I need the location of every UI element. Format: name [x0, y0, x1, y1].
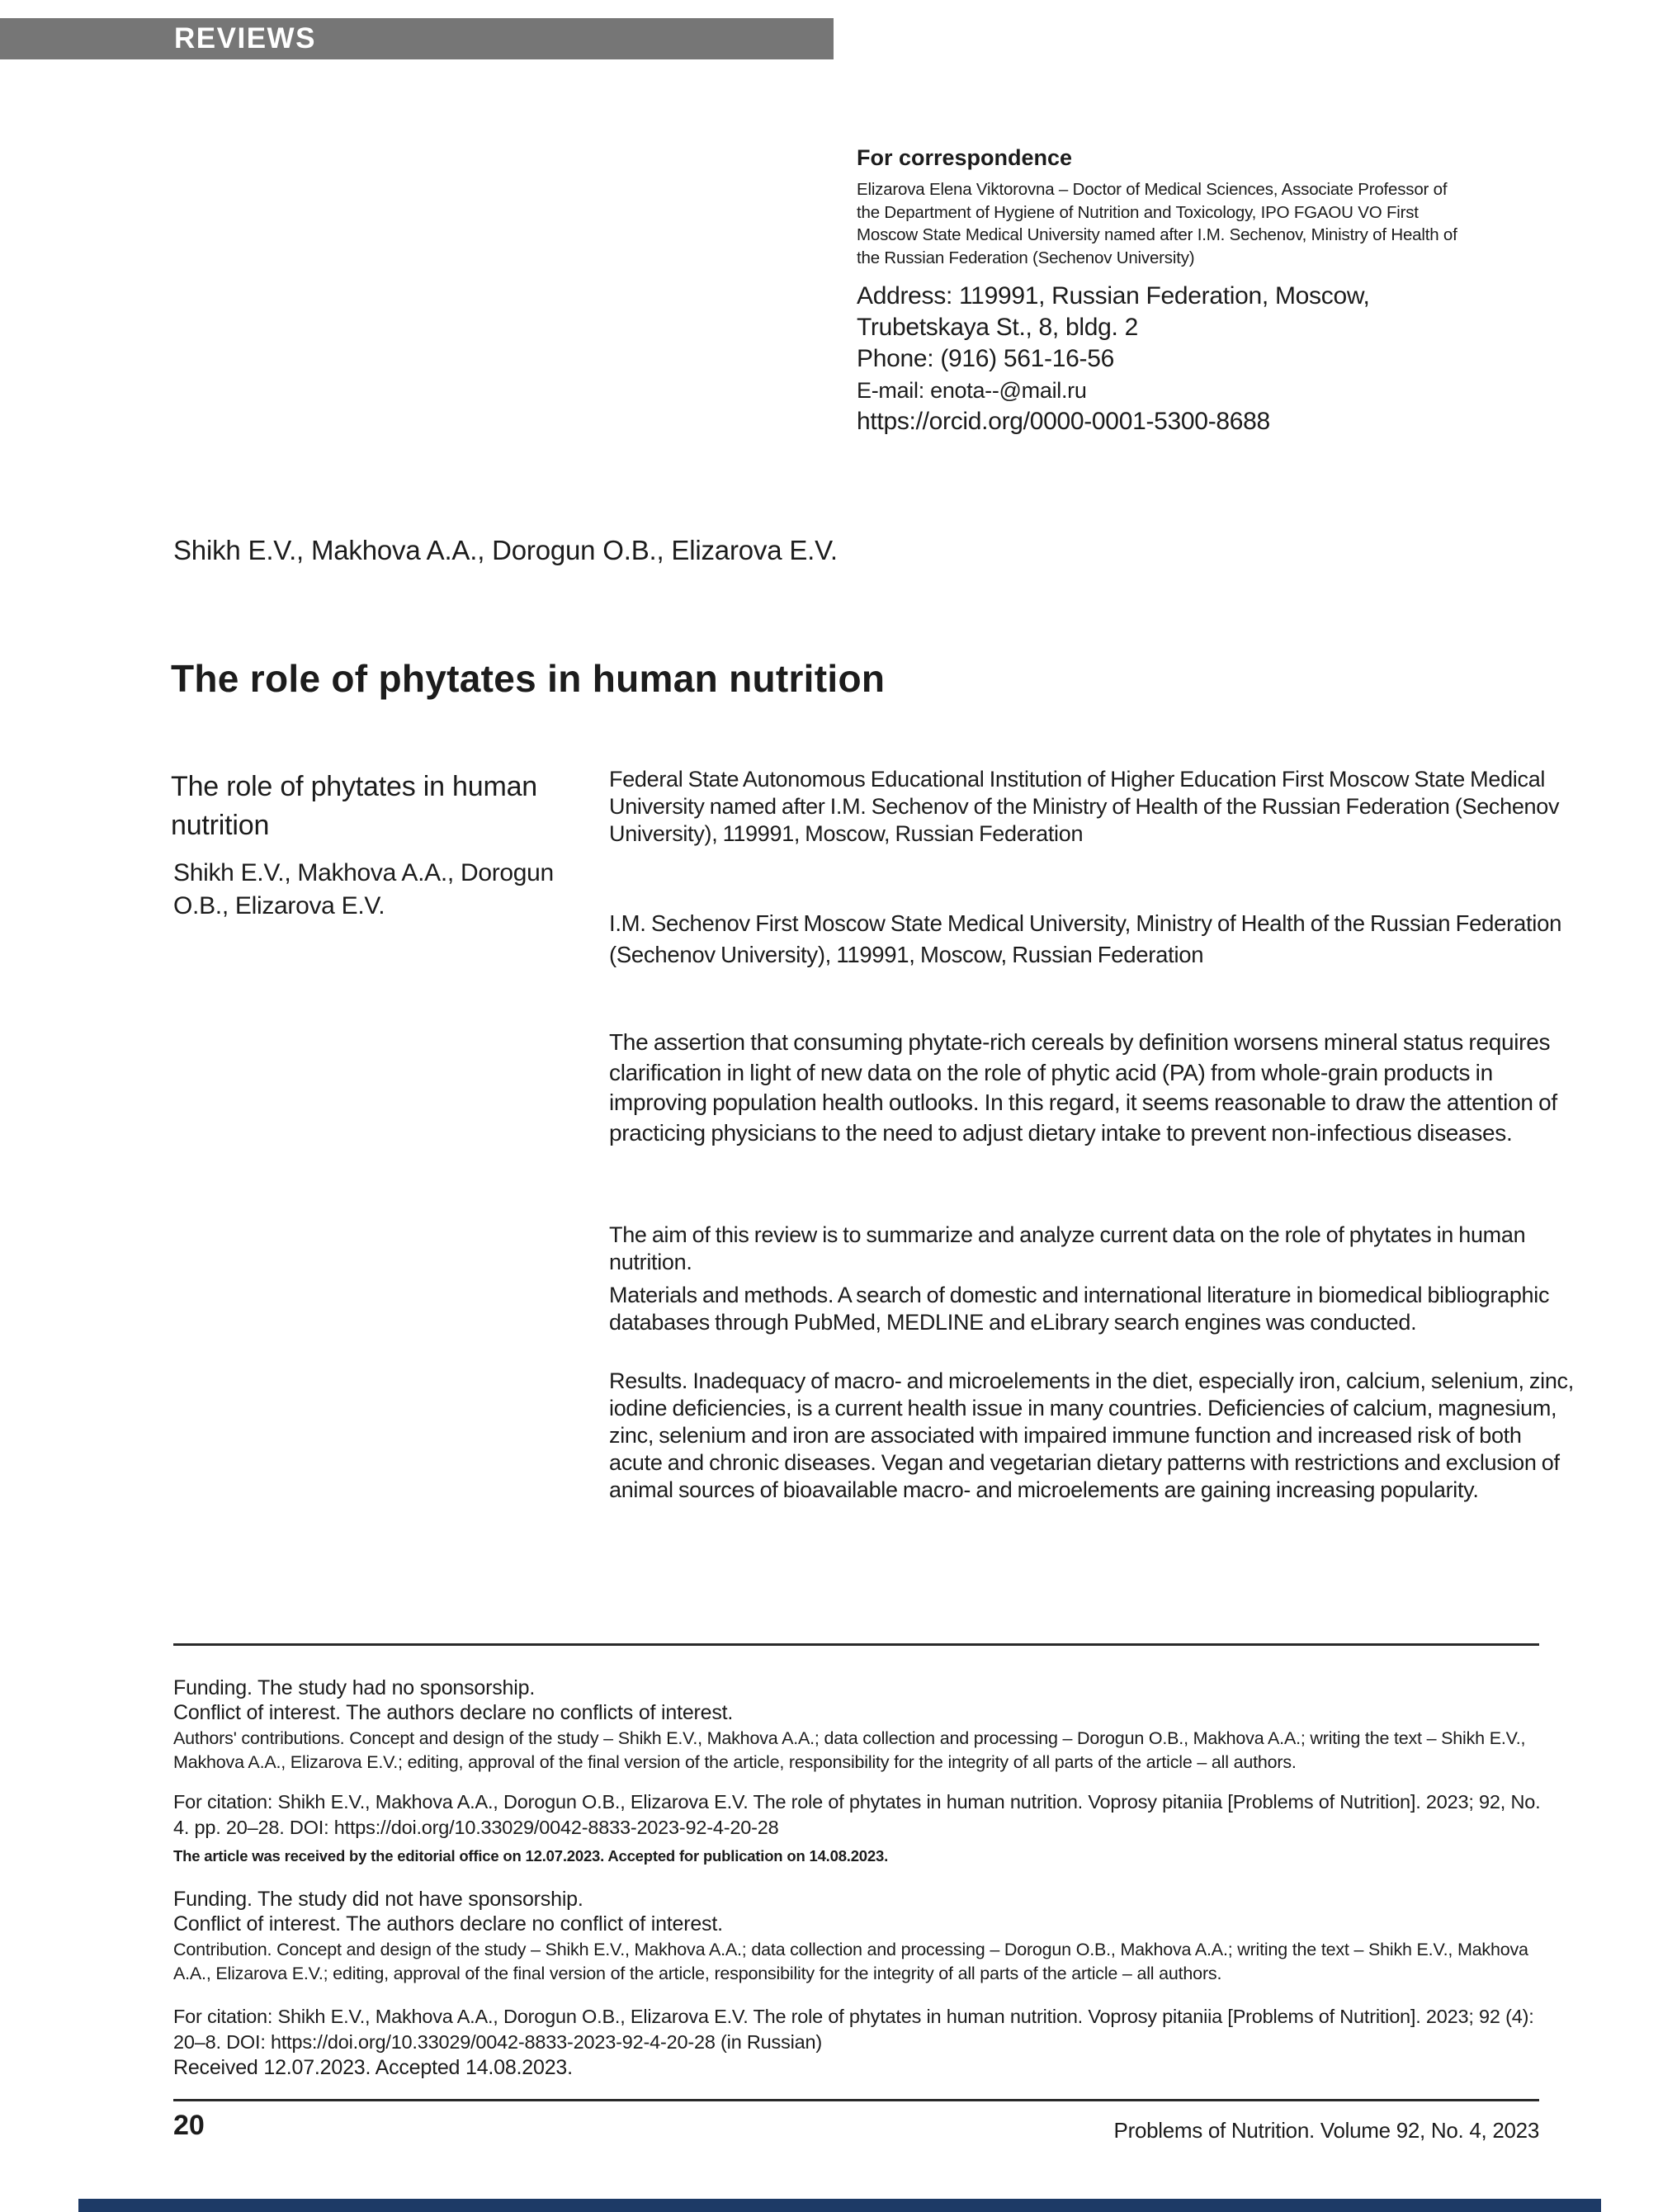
abstract-aim-paragraph: The aim of this review is to summarize and analyze current data on the role of phytates in human nutrition.	[609, 1222, 1526, 1274]
conflict-statement-en: Conflict of interest. The authors declare no conflicts of interest.	[173, 1701, 734, 1724]
divider-rule-top	[173, 1643, 1539, 1646]
correspondence-phone: Phone: (916) 561-16-56	[857, 345, 1114, 372]
correspondence-contact-block	[857, 281, 1484, 437]
correspondence-address-line2: Trubetskaya St., 8, bldg. 2	[857, 314, 1138, 341]
page-number: 20	[173, 2110, 205, 2141]
contributions-statement-en: Authors' contributions. Concept and design of the study – Shikh E.V., Makhova A.A.; data collection and processing – Dorogun O.B., Makhova A.A.; writing the text – Shikh E.V., Makhova A.A., Elizarova E.V.; editing, approval of the final version of the article, responsibility for the integrity of all parts of the article – all authors.	[173, 1728, 1526, 1772]
citation-2: For citation: Shikh E.V., Makhova A.A., Dorogun O.B., Elizarova E.V. The role of phytates in human nutrition. Voprosy pitaniia [Problems of Nutrition]. 2023; 92 (4): 20–8. DOI: https://doi.org/10.33029/0042-8833-2023-92-4-20-28 (in Russian)	[173, 2006, 1534, 2053]
divider-rule-bottom	[173, 2099, 1539, 2101]
correspondence-orcid-url: https://orcid.org/0000-0001-5300-8688	[857, 408, 1270, 435]
journal-footer-line: Problems of Nutrition. Volume 92, No. 4, 2023	[1113, 2118, 1539, 2143]
received-statement-en: The article was received by the editorial office on 12.07.2023. Accepted for publication on 14.08.2023.	[173, 1847, 889, 1865]
abstract-results-paragraph: Results. Inadequacy of macro- and microelements in the diet, especially iron, calcium, selenium, zinc, iodine deficiencies, is a current health issue in many countries. Deficiencies of calcium, magnesium, zinc, selenium and iron are associated with impaired immune function and increased risk of both acute and chronic diseases. Vegan and vegetarian dietary patterns with restrictions and exclusion of animal sources of bioavailable macro- and microelements are gaining increasing popularity.	[609, 1368, 1574, 1502]
abstract-paragraph-1: The assertion that consuming phytate-rich cereals by definition worsens mineral status requires clarification in light of new data on the role of phytic acid (PA) from whole-grain products in improving population health outlooks. In this regard, it seems reasonable to draw the attention of practicing physicians to the need to adjust dietary intake to prevent non-infectious diseases.	[609, 1029, 1557, 1146]
authors-byline: Shikh E.V., Makhova A.A., Dorogun O.B., Elizarova E.V.	[173, 535, 838, 565]
sidebar-article-title: The role of phytates in human nutrition	[171, 771, 538, 841]
bottom-decoration-bar	[78, 2199, 1601, 2212]
funding-statement-2: Funding. The study did not have sponsorship.	[173, 1888, 583, 1911]
affiliation-1: Federal State Autonomous Educational Institution of Higher Education First Moscow State Medical University named after I.M. Sechenov of the Ministry of Health of the Russian Federation (Sechenov University), 119991, Moscow, Russian Federation	[609, 767, 1560, 846]
section-label: REVIEWS	[174, 22, 316, 54]
correspondence-address-line1: Address: 119991, Russian Federation, Moscow,	[857, 282, 1370, 310]
funding-statement-en: Funding. The study had no sponsorship.	[173, 1676, 536, 1699]
section-header-bar	[0, 18, 834, 59]
citation-en: For citation: Shikh E.V., Makhova A.A., Dorogun O.B., Elizarova E.V. The role of phytates in human nutrition. Voprosy pitaniia [Problems of Nutrition]. 2023; 92, No. 4. pp. 20–28. DOI: https://doi.org/10.33029/0042-8833-2023-92-4-20-28	[173, 1791, 1541, 1838]
affiliation-2: I.M. Sechenov First Moscow State Medical University, Ministry of Health of the Russian Federation (Sechenov University), 119991, Moscow, Russian Federation	[609, 910, 1562, 967]
conflict-statement-2: Conflict of interest. The authors declare no conflict of interest.	[173, 1912, 723, 1936]
abstract-methods-paragraph: Materials and methods. A search of domestic and international literature in biomedical bibliographic databases through PubMed, MEDLINE and eLibrary search engines was conducted.	[609, 1283, 1550, 1335]
sidebar-authors: Shikh E.V., Makhova A.A., Dorogun O.B., Elizarova E.V.	[173, 859, 554, 919]
correspondence-bio: Elizarova Elena Viktorovna – Doctor of Medical Sciences, Associate Professor of the Department of Hygiene of Nutrition and Toxicology, IPO FGAOU VO First Moscow State Medical University named after I.M. Sechenov, Ministry of Health of the Russian Federation (Sechenov University)	[857, 180, 1457, 267]
contributions-statement-2: Contribution. Concept and design of the study – Shikh E.V., Makhova A.A.; data collection and processing – Dorogun O.B., Makhova A.A.; writing the text – Shikh E.V., Makhova A.A., Elizarova E.V.; editing, approval of the final version of the article, responsibility for the integrity of all parts of the article – all authors.	[173, 1940, 1528, 1983]
correspondence-email: E-mail: enota--@mail.ru	[857, 378, 1087, 403]
article-title: The role of phytates in human nutrition	[171, 657, 886, 700]
received-statement-2: Received 12.07.2023. Accepted 14.08.2023.	[173, 2056, 573, 2079]
correspondence-heading: For correspondence	[857, 145, 1073, 170]
